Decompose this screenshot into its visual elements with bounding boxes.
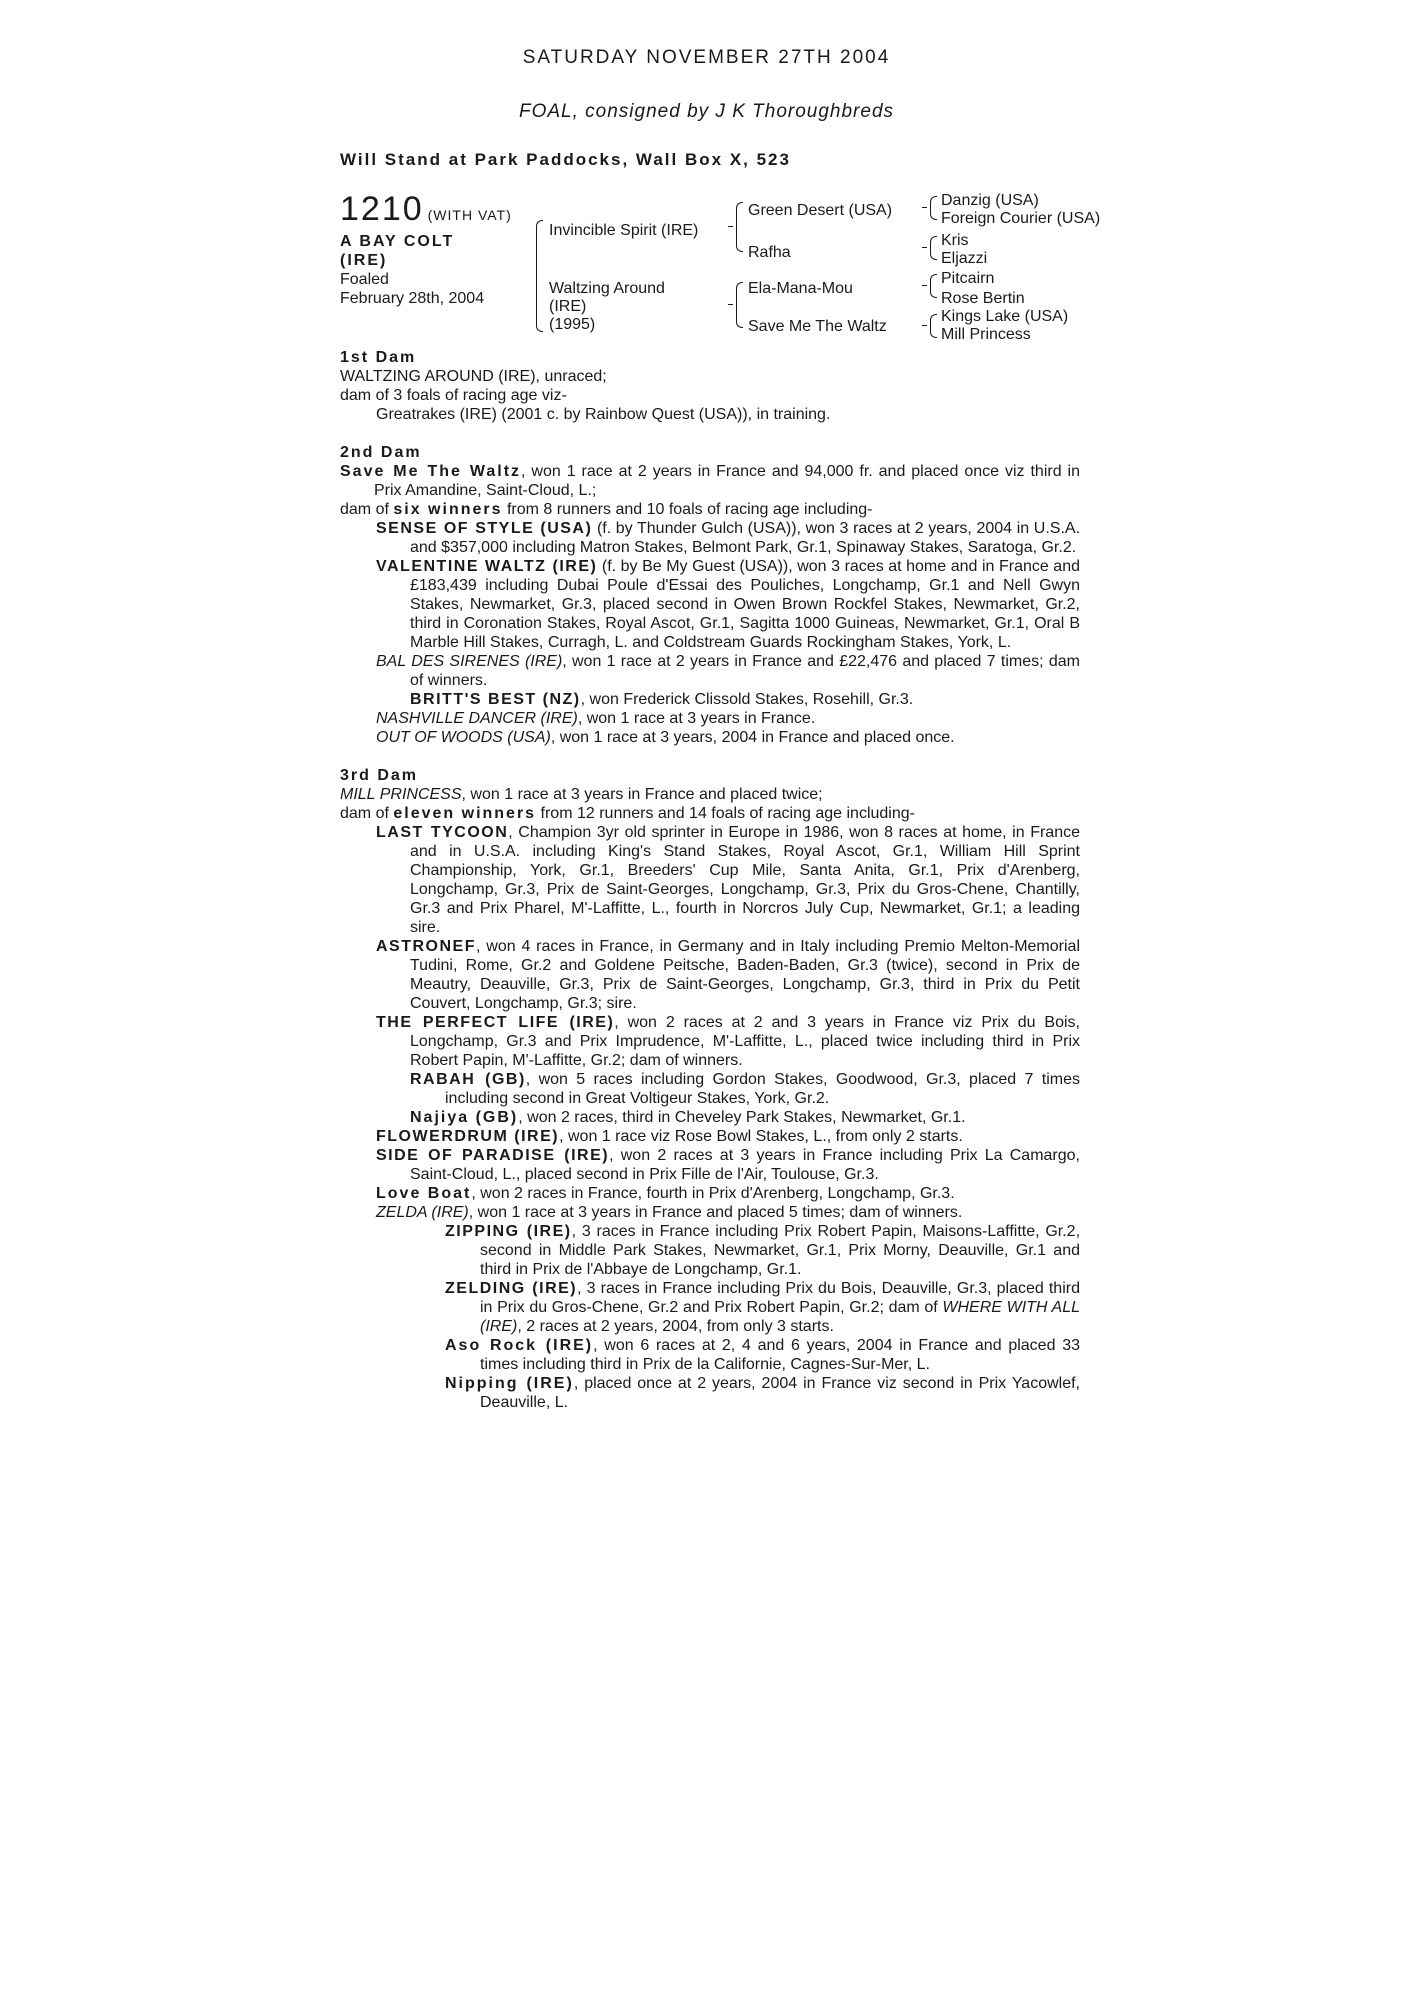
entry-text: (f. by Thunder Gulch (USA)), won 3 races at 2 years, 2004 in U.S.A. and $357,000 including Matron Stakes, Belmont Park, Gr.1, Spinaway Stakes, Saratoga, Gr.2. — [410, 520, 1081, 556]
pedigree-sire-dam: Rafha — [748, 244, 791, 261]
lot-number: 1210 — [340, 190, 424, 228]
pedigree-brace-dam — [736, 282, 743, 328]
entry-name: Nipping (IRE) — [445, 1375, 574, 1392]
entry-name: BRITT'S BEST (NZ) — [410, 691, 581, 708]
entry-name: LAST TYCOON — [376, 824, 509, 841]
entry-name: ZELDA (IRE) — [376, 1204, 469, 1221]
pedigree-brace-sire — [736, 202, 743, 252]
entry-text: , won 2 races, third in Cheveley Park Stakes, Newmarket, Gr.1. — [518, 1109, 966, 1126]
entry-text: , Champion 3yr old sprinter in Europe in 1986, won 8 races at home, in France and in U.S.A. including King's Stand Stakes, Royal Ascot, Gr.1, William Hill Sprint Championship, York, Gr.1, Breeders' Cup Mile, Santa Anita, Gr.1, Prix d'Arenberg, Longchamp, Gr.3, Prix de Saint-Georges, Longchamp, Gr.3, Prix du Gros-Chene, Chantilly, Gr.3 and Prix Pharel, M'-Laffitte, L., fourth in Norcros July Cup, Newmarket, Gr.1; a leading sire. — [410, 824, 1080, 936]
entry-name: NASHVILLE DANCER (IRE) — [376, 710, 578, 727]
entry-valentine-waltz — [340, 557, 1080, 652]
entry-name: FLOWERDRUM (IRE) — [376, 1128, 560, 1145]
entry-name: OUT OF WOODS (USA) — [376, 729, 551, 746]
pedigree-ss-sire: Danzig (USA) — [941, 192, 1039, 209]
second-dam-produce-rest: from 8 runners and 10 foals of racing age including- — [502, 501, 873, 518]
pedigree-sire: Invincible Spirit (IRE) — [549, 222, 699, 239]
entry-name: THE PERFECT LIFE (IRE) — [376, 1014, 615, 1031]
consignment-line: FOAL, consigned by J K Thoroughbreds — [518, 101, 895, 122]
entry-text-tail: , 2 races at 2 years, 2004, from only 3 starts. — [517, 1318, 834, 1335]
entry-aso-rock — [340, 1336, 1080, 1374]
first-dam-line1: WALTZING AROUND (IRE), unraced; — [340, 368, 607, 385]
pedigree-brace-dd — [930, 314, 937, 338]
entry-name: VALENTINE WALTZ (IRE) — [376, 558, 598, 575]
pedigree-dd-sire: Kings Lake (USA) — [941, 308, 1069, 325]
entry-text: , placed once at 2 years, 2004 in France viz second in Prix Yacowlef, Deauville, L. — [480, 1375, 1081, 1411]
entry-name: RABAH (GB) — [410, 1071, 526, 1088]
pedigree-brace-gen1 — [536, 220, 543, 332]
pedigree-sd-dam: Eljazzi — [941, 250, 988, 267]
entry-astronef — [340, 937, 1080, 1013]
pedigree-brace-dd-tick — [922, 325, 927, 326]
third-dam-record — [340, 785, 1080, 804]
entry-out-of-woods — [340, 728, 1080, 747]
entry-name: ZIPPING (IRE) — [445, 1223, 572, 1240]
catalogue-body — [340, 348, 1080, 1412]
pedigree-ds-dam: Rose Bertin — [941, 290, 1025, 307]
pedigree-brace-sd — [930, 236, 937, 260]
pedigree-dd-dam: Mill Princess — [941, 326, 1031, 343]
entry-zipping — [340, 1222, 1080, 1279]
entry-name: SIDE OF PARADISE (IRE) — [376, 1147, 610, 1164]
entry-text: , won 2 races in France, fourth in Prix d'Arenberg, Longchamp, Gr.3. — [471, 1185, 955, 1202]
pedigree-dam-line1: Waltzing Around — [549, 280, 665, 297]
second-dam-name: Save Me The Waltz — [340, 463, 522, 480]
first-dam-heading: 1st Dam — [340, 349, 417, 366]
second-dam-heading: 2nd Dam — [340, 444, 422, 461]
pedigree-brace-ds — [930, 274, 937, 298]
entry-text: (f. by Be My Guest (USA)), won 3 races at home and in France and £183,439 including Dubai Poule d'Essai des Pouliches, Longchamp, Gr.1 and Nell Gwyn Stakes, Newmarket, Gr.3, placed second in Owen Brown Rockfel Stakes, Newmarket, Gr.2, third in Coronation Stakes, Royal Ascot, Gr.1, Sagitta 1000 Guineas, Newmarket, Gr.1, Oral B Marble Hill Stakes, Curragh, L. and Coldstream Guards Rockingham Stakes, York, L. — [410, 558, 1081, 651]
sale-date: SATURDAY NOVEMBER 27TH 2004 — [522, 47, 891, 68]
pedigree-brace-sd-tick — [922, 247, 927, 248]
entry-name: Najiya (GB) — [410, 1109, 519, 1126]
pedigree-dam-dam: Save Me The Waltz — [748, 318, 887, 335]
third-dam-winners: eleven winners — [393, 805, 537, 822]
entry-sense-of-style — [340, 519, 1080, 557]
entry-text: , won 1 race viz Rose Bowl Stakes, L., from only 2 starts. — [559, 1128, 963, 1145]
entry-text: , won 1 race at 3 years, 2004 in France and placed once. — [550, 729, 955, 746]
second-dam-record-text: , won 1 race at 2 years in France and 94,000 fr. and placed once viz third in Prix Amandine, Saint-Cloud, L.; — [374, 463, 1080, 499]
second-dam-record — [340, 462, 1080, 500]
entry-nipping — [340, 1374, 1080, 1412]
third-dam-produce-rest: from 12 runners and 14 foals of racing age including- — [536, 805, 915, 822]
third-dam-heading: 3rd Dam — [340, 767, 419, 784]
entry-name: BAL DES SIRENES (IRE) — [376, 653, 563, 670]
lot-description — [340, 232, 484, 308]
entry-name: Love Boat — [376, 1185, 472, 1202]
entry-the-perfect-life — [340, 1013, 1080, 1070]
entry-text: , won 4 races in France, in Germany and in Italy including Premio Melton-Memorial Tudini, Rome, Gr.2 and Goldene Peitsche, Baden-Baden, Gr.3 (twice), second in Prix de Meautry, Deauville, Gr.3, Prix de Saint-Georges, Longchamp, Gr.3, third in Prix du Petit Couvert, Longchamp, Gr.3; sire. — [410, 938, 1080, 1012]
first-dam-line3: Greatrakes (IRE) (2001 c. by Rainbow Quest (USA)), in training. — [376, 406, 831, 423]
entry-text: , won 5 races including Gordon Stakes, Goodwood, Gr.3, placed 7 times including second in Great Voltigeur Stakes, York, Gr.2. — [445, 1071, 1081, 1107]
third-dam-produce-pre: dam of — [340, 805, 394, 822]
entry-text: , won 2 races at 2 and 3 years in France viz Prix du Bois, Longchamp, Gr.3 and Prix Imprudence, M'-Laffitte, L., placed twice including third in Prix Robert Papin, M'-Laffitte, Gr.2; dam of winners. — [410, 1014, 1080, 1069]
stand-location: Will Stand at Park Paddocks, Wall Box X, 523 — [340, 150, 791, 169]
entry-najiya — [340, 1108, 1080, 1127]
pedigree-ss-dam: Foreign Courier (USA) — [941, 210, 1101, 227]
third-dam-produce — [340, 804, 1080, 823]
pedigree-dam-line3: (1995) — [549, 316, 596, 333]
entry-love-boat — [340, 1184, 1080, 1203]
entry-zelda — [340, 1203, 1080, 1222]
pedigree-brace-dam-tick — [728, 304, 733, 305]
second-dam-produce-pre: dam of — [340, 501, 394, 518]
pedigree-sd-sire: Kris — [941, 232, 969, 249]
entry-text: , won 6 races at 2, 4 and 6 years, 2004 in France and placed 33 times including third in Prix de la Californie, Cagnes-Sur-Mer, L. — [480, 1337, 1080, 1373]
entry-text: , won 1 race at 3 years in France and placed 5 times; dam of winners. — [468, 1204, 963, 1221]
vat-note: (WITH VAT) — [427, 207, 512, 223]
entry-text: , 3 races in France including Prix du Bois, Deauville, Gr.3, placed third in Prix du Gros-Chene, Gr.2 and Prix Robert Papin, Gr.2; dam of — [480, 1280, 1080, 1316]
entry-last-tycoon — [340, 823, 1080, 937]
pedigree-brace-ss-tick — [922, 207, 927, 208]
entry-name: SENSE OF STYLE (USA) — [376, 520, 593, 537]
entry-text: , 3 races in France including Prix Robert Papin, Maisons-Laffitte, Gr.2, second in Middle Park Stakes, Newmarket, Gr.1, Prix Morny, Deauville, Gr.1 and third in Prix de l'Abbaye de Longchamp, Gr.1. — [480, 1223, 1081, 1278]
third-dam-name: MILL PRINCESS — [340, 786, 462, 803]
entry-side-of-paradise — [340, 1146, 1080, 1184]
third-dam-record-text: , won 1 race at 3 years in France and placed twice; — [461, 786, 823, 803]
entry-flowerdrum — [340, 1127, 1080, 1146]
entry-name: ZELDING (IRE) — [445, 1280, 578, 1297]
entry-text: , won 1 race at 3 years in France. — [577, 710, 816, 727]
pedigree-ds-sire: Pitcairn — [941, 270, 995, 287]
foaled-date: February 28th, 2004 — [340, 290, 485, 307]
pedigree-brace-ss — [930, 196, 937, 220]
lot-header — [340, 190, 512, 229]
second-dam-produce — [340, 500, 1080, 519]
entry-zelding — [340, 1279, 1080, 1336]
entry-where-with-all: WHERE WITH ALL (IRE) — [480, 1299, 1081, 1335]
pedigree-sire-sire: Green Desert (USA) — [748, 202, 893, 219]
pedigree-dam-sire: Ela-Mana-Mou — [748, 280, 853, 297]
first-dam-line2: dam of 3 foals of racing age viz- — [340, 387, 567, 404]
foaled-label: Foaled — [340, 271, 389, 288]
entry-name: Aso Rock (IRE) — [445, 1337, 594, 1354]
entry-name: ASTRONEF — [376, 938, 476, 955]
entry-britts-best — [340, 690, 1080, 709]
entry-text: , won 2 races at 3 years in France including Prix La Camargo, Saint-Cloud, L., placed second in Prix Fille de l'Air, Toulouse, Gr.3. — [410, 1147, 1081, 1183]
entry-rabah — [340, 1070, 1080, 1108]
pedigree-brace-ds-tick — [922, 285, 927, 286]
entry-nashville-dancer — [340, 709, 1080, 728]
entry-text: , won Frederick Clissold Stakes, Rosehill, Gr.3. — [580, 691, 914, 708]
pedigree-brace-sire-tick — [728, 226, 733, 227]
lot-desc-line1: A BAY COLT — [340, 233, 455, 250]
second-dam-winners: six winners — [393, 501, 503, 518]
pedigree-dam-line2: (IRE) — [549, 298, 587, 315]
lot-desc-line2: (IRE) — [340, 252, 388, 269]
entry-text: , won 1 race at 2 years in France and £22,476 and placed 7 times; dam of winners. — [410, 653, 1080, 689]
entry-bal-des-sirenes — [340, 652, 1080, 690]
